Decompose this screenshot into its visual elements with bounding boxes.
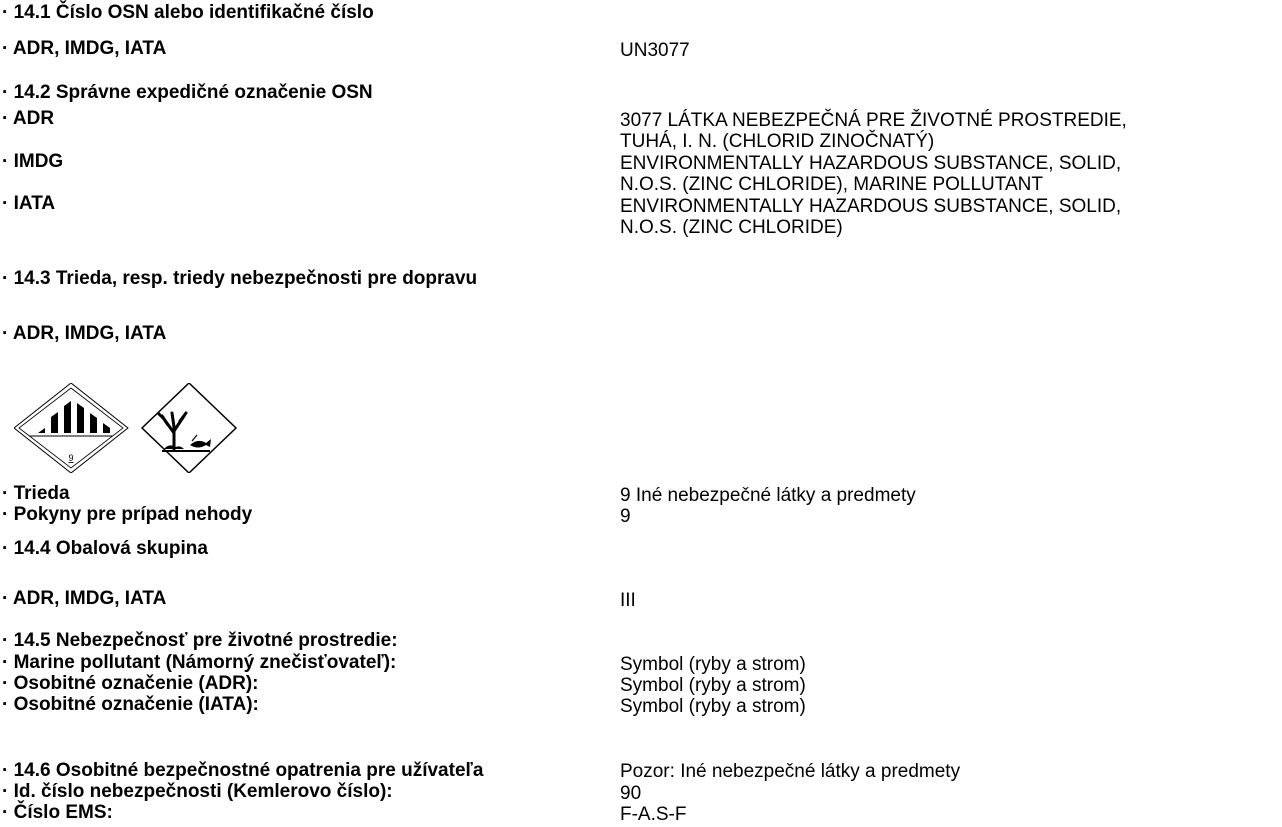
section-14-1-value: UN3077	[620, 40, 690, 61]
section-14-3-heading: · 14.3 Trieda, resp. triedy nebezpečnosti pre dopravu	[2, 268, 478, 289]
instructions-value: 9	[620, 506, 631, 527]
imdg-label: · IMDG	[2, 151, 64, 172]
ems-label: · Číslo EMS:	[2, 802, 113, 823]
class-number-label: 9	[68, 453, 74, 463]
section-14-5-heading: · 14.5 Nebezpečnosť pre životné prostredie:	[2, 630, 398, 651]
special-marking-iata-value: Symbol (ryby a strom)	[620, 696, 806, 717]
iata-value-line1: ENVIRONMENTALLY HAZARDOUS SUBSTANCE, SOLID,	[620, 196, 1122, 217]
kemler-label: · Id. číslo nebezpečnosti (Kemlerovo číslo):	[2, 781, 393, 802]
section-14-1-heading: · 14.1 Číslo OSN alebo identifikačné číslo	[2, 2, 374, 23]
adr-value-line1: 3077 LÁTKA NEBEZPEČNÁ PRE ŽIVOTNÉ PROSTREDIE,	[620, 110, 1127, 131]
class-9-hazard-diamond-icon	[14, 383, 128, 473]
adr-label: · ADR	[2, 108, 55, 129]
instructions-label: · Pokyny pre prípad nehody	[2, 504, 253, 525]
iata-label: · IATA	[2, 193, 56, 214]
section-14-3-subheading: · ADR, IMDG, IATA	[2, 323, 167, 344]
section-14-6-heading: · 14.6 Osobitné bezpečnostné opatrenia pre užívateľa	[2, 760, 484, 781]
section-14-6-value: Pozor: Iné nebezpečné látky a predmety	[620, 761, 961, 782]
special-marking-adr-label: · Osobitné označenie (ADR):	[2, 673, 259, 694]
ems-value: F-A.S-F	[620, 804, 687, 825]
section-14-2-heading: · 14.2 Správne expedičné označenie OSN	[2, 82, 373, 103]
hazard-pictograms	[14, 383, 244, 473]
section-14-4-label: · ADR, IMDG, IATA	[2, 588, 167, 609]
adr-value-line2: TUHÁ, I. N. (CHLORID ZINOČNATÝ)	[620, 131, 935, 152]
section-14-4-heading: · 14.4 Obalová skupina	[2, 538, 208, 559]
special-marking-iata-label: · Osobitné označenie (IATA):	[2, 694, 259, 715]
class-label: · Trieda	[2, 483, 70, 504]
kemler-value: 90	[620, 783, 642, 804]
section-14-1-label: · ADR, IMDG, IATA	[2, 38, 167, 59]
iata-value-line2: N.O.S. (ZINC CHLORIDE)	[620, 217, 843, 238]
environment-hazard-diamond-icon	[142, 383, 236, 473]
section-14-4-value: III	[620, 590, 636, 611]
marine-pollutant-value: Symbol (ryby a strom)	[620, 654, 806, 675]
class-value: 9 Iné nebezpečné látky a predmety	[620, 485, 916, 506]
marine-pollutant-label: · Marine pollutant (Námorný znečisťovateľ):	[2, 652, 397, 673]
imdg-value-line2: N.O.S. (ZINC CHLORIDE), MARINE POLLUTANT	[620, 174, 1043, 195]
special-marking-adr-value: Symbol (ryby a strom)	[620, 675, 806, 696]
imdg-value-line1: ENVIRONMENTALLY HAZARDOUS SUBSTANCE, SOLID,	[620, 153, 1122, 174]
